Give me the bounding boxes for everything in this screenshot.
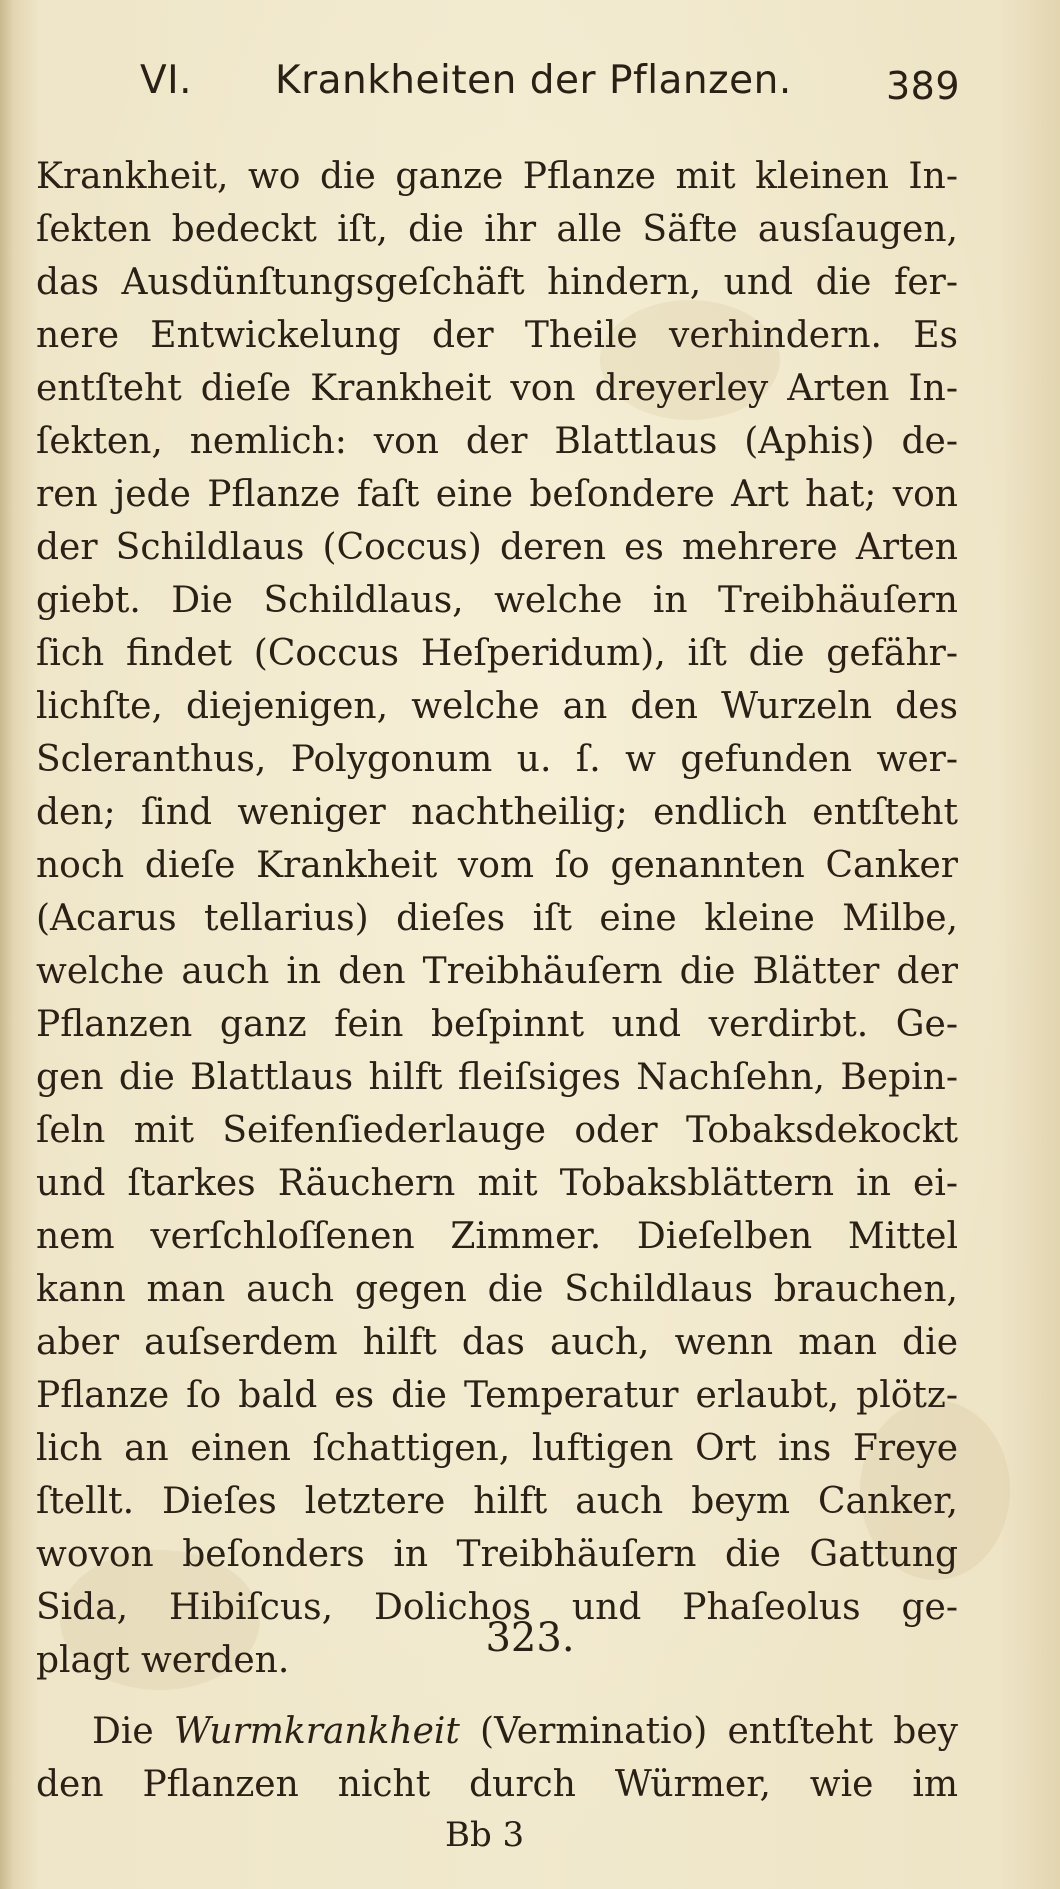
section-number: 323. xyxy=(485,1615,575,1661)
chapter-title: Krankheiten der Pflanzen. xyxy=(275,58,792,103)
text-line: lichſte, diejenigen, welche an den Wurzeln des xyxy=(36,686,958,727)
text-line: Krankheit, wo die ganze Pflanze mit kleinen In- xyxy=(36,156,958,197)
text-line: lich an einen ſchattigen, luftigen Ort ins Freye xyxy=(36,1428,958,1469)
text-run: (Verminatio) entſteht bey xyxy=(459,1711,958,1752)
signature-mark: Bb 3 xyxy=(445,1815,525,1855)
page-number: 389 xyxy=(885,64,960,108)
chapter-number: VI. xyxy=(140,58,193,103)
text-line: plagt werden. xyxy=(36,1640,290,1681)
text-line: ſekten, nemlich: von der Blattlaus (Aphis) de- xyxy=(36,421,958,462)
text-line: noch dieſe Krankheit vom ſo genannten Canker xyxy=(36,845,958,886)
text-line: das Ausdünſtungsgeſchäft hindern, und die fer- xyxy=(36,262,958,303)
text-line: giebt. Die Schildlaus, welche in Treibhäuſern xyxy=(36,580,958,621)
section-text xyxy=(36,1705,958,1811)
text-line xyxy=(36,1705,958,1758)
text-line: den; ſind weniger nachtheilig; endlich entſteht xyxy=(36,792,958,833)
text-line: kann man auch gegen die Schildlaus brauchen, xyxy=(36,1269,958,1310)
text-line: ſich findet (Coccus Heſperidum), iſt die gefähr- xyxy=(36,633,958,674)
text-line: Scleranthus, Polygonum u. ſ. w gefunden wer- xyxy=(36,739,958,780)
text-line: aber auſserdem hilft das auch, wenn man die xyxy=(36,1322,958,1363)
text-line: den Pflanzen nicht durch Würmer, wie im xyxy=(36,1764,958,1805)
text-line: nem verſchloſſenen Zimmer. Dieſelben Mittel xyxy=(36,1216,958,1257)
text-line: entſteht dieſe Krankheit von dreyerley Arten In- xyxy=(36,368,958,409)
text-line: Pflanzen ganz fein beſpinnt und verdirbt. Ge- xyxy=(36,1004,958,1045)
text-line: der Schildlaus (Coccus) deren es mehrere Arten xyxy=(36,527,958,568)
text-line: (Acarus tellarius) dieſes iſt eine kleine Milbe, xyxy=(36,898,958,939)
text-line: und ſtarkes Räuchern mit Tobaksblättern in ei- xyxy=(36,1163,958,1204)
text-line: ſtellt. Dieſes letztere hilft auch beym Canker, xyxy=(36,1481,958,1522)
text-line: Sida, Hibiſcus, Dolichos und Phaſeolus ge- xyxy=(36,1587,958,1628)
italic-term: Wurmkrankheit xyxy=(173,1711,460,1752)
text-line: gen die Blattlaus hilft fleiſsiges Nachſehn, Bepin- xyxy=(36,1057,958,1098)
text-line: ſeln mit Seifenſiederlauge oder Tobaksdekockt xyxy=(36,1110,958,1151)
text-line: wovon beſonders in Treibhäuſern die Gattung xyxy=(36,1534,958,1575)
body-text xyxy=(36,150,958,1687)
text-line: welche auch in den Treibhäuſern die Blätter der xyxy=(36,951,958,992)
text-line: ſekten bedeckt iſt, die ihr alle Säfte ausſaugen, xyxy=(36,209,958,250)
running-header xyxy=(140,50,960,120)
text-line: nere Entwickelung der Theile verhindern. Es xyxy=(36,315,958,356)
text-line: Pflanze ſo bald es die Temperatur erlaubt, plötz- xyxy=(36,1375,958,1416)
text-run: Die xyxy=(92,1711,174,1752)
text-line: ren jede Pflanze faſt eine beſondere Art hat; von xyxy=(36,474,958,515)
